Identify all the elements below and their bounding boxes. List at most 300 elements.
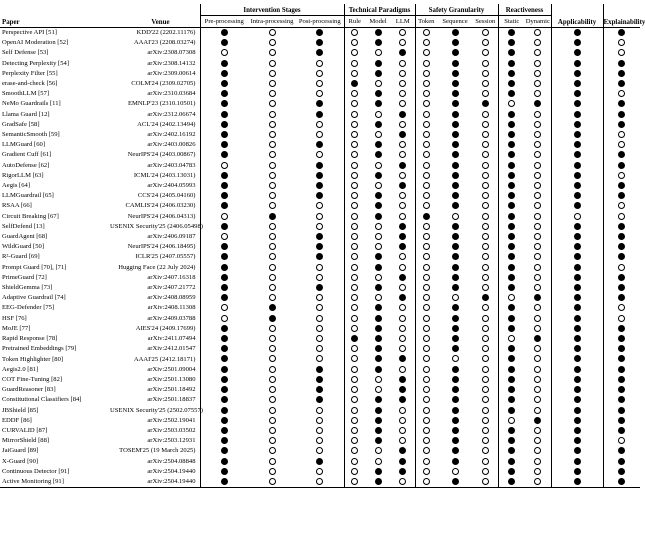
empty-circle-icon xyxy=(351,417,358,424)
venue-cell: arXiv:2308.14132 xyxy=(147,59,196,67)
filled-circle-icon xyxy=(618,182,625,189)
paper-name-cell: Adaptive Guardrail [74] xyxy=(2,294,66,302)
filled-circle-icon xyxy=(508,264,515,271)
empty-circle-icon xyxy=(423,304,430,311)
empty-circle-icon xyxy=(534,366,541,373)
filled-circle-icon xyxy=(618,294,625,301)
mark-cell xyxy=(551,110,603,120)
empty-circle-icon xyxy=(351,294,358,301)
table-body xyxy=(0,28,640,488)
empty-circle-icon xyxy=(423,427,430,434)
mark-cell xyxy=(473,467,498,477)
filled-circle-icon xyxy=(221,111,228,118)
filled-circle-icon xyxy=(221,396,228,403)
empty-circle-icon xyxy=(351,182,358,189)
filled-circle-icon xyxy=(574,70,581,77)
paper-name-cell: JaiGuard [89] xyxy=(2,447,39,455)
mark-cell xyxy=(473,48,498,58)
filled-circle-icon xyxy=(534,100,541,107)
filled-circle-icon xyxy=(399,49,406,56)
filled-circle-icon xyxy=(508,141,515,148)
mark-cell xyxy=(365,140,391,150)
empty-circle-icon xyxy=(269,366,276,373)
empty-circle-icon xyxy=(269,376,276,383)
venue-cell: arXiv:2312.06674 xyxy=(147,110,196,118)
empty-circle-icon xyxy=(618,39,625,46)
filled-circle-icon xyxy=(618,386,625,393)
table-row xyxy=(0,79,640,89)
mark-cell xyxy=(473,161,498,171)
filled-circle-icon xyxy=(618,111,625,118)
mark-cell xyxy=(603,446,640,456)
mark-cell xyxy=(603,436,640,446)
mark-cell xyxy=(551,69,603,79)
empty-circle-icon xyxy=(351,468,358,475)
mark-cell xyxy=(344,120,365,130)
model-subheader: Model xyxy=(369,18,387,25)
empty-circle-icon xyxy=(269,335,276,342)
mark-cell xyxy=(296,426,344,436)
empty-circle-icon xyxy=(316,202,323,209)
empty-circle-icon xyxy=(482,253,489,260)
venue-cell: TOSEM'25 (19 March 2025) xyxy=(119,447,196,455)
filled-circle-icon xyxy=(534,294,541,301)
mark-cell xyxy=(525,416,551,426)
mark-cell xyxy=(415,48,437,58)
filled-circle-icon xyxy=(399,376,406,383)
mark-cell xyxy=(344,59,365,69)
empty-circle-icon xyxy=(316,417,323,424)
intervention-stages-header: Intervention Stages xyxy=(200,4,344,16)
filled-circle-icon xyxy=(508,243,515,250)
empty-circle-icon xyxy=(351,253,358,260)
empty-circle-icon xyxy=(618,172,625,179)
empty-circle-icon xyxy=(316,427,323,434)
paper-name-cell: Pretrained Embeddings [79] xyxy=(2,345,77,353)
mark-cell xyxy=(473,344,498,354)
mark-cell xyxy=(296,467,344,477)
mark-cell xyxy=(344,181,365,191)
mark-cell xyxy=(498,38,525,48)
empty-circle-icon xyxy=(316,437,323,444)
table-row xyxy=(0,375,640,385)
mark-cell xyxy=(498,48,525,58)
mark-cell xyxy=(437,385,473,395)
mark-cell xyxy=(415,191,437,201)
mark-cell xyxy=(415,436,437,446)
mark-cell xyxy=(248,375,296,385)
empty-circle-icon xyxy=(351,49,358,56)
filled-circle-icon xyxy=(221,417,228,424)
empty-circle-icon xyxy=(269,447,276,454)
filled-circle-icon xyxy=(375,192,382,199)
table-row xyxy=(0,324,640,334)
filled-circle-icon xyxy=(399,223,406,230)
mark-cell xyxy=(603,252,640,262)
empty-circle-icon xyxy=(316,60,323,67)
empty-circle-icon xyxy=(375,182,382,189)
mark-cell xyxy=(391,201,415,211)
mark-cell xyxy=(415,334,437,344)
filled-circle-icon xyxy=(269,315,276,322)
empty-circle-icon xyxy=(399,427,406,434)
filled-circle-icon xyxy=(221,100,228,107)
mark-cell xyxy=(551,436,603,446)
empty-circle-icon xyxy=(423,49,430,56)
table-row xyxy=(0,48,640,58)
mark-cell xyxy=(248,344,296,354)
empty-circle-icon xyxy=(423,417,430,424)
filled-circle-icon xyxy=(574,243,581,250)
empty-circle-icon xyxy=(423,90,430,97)
filled-circle-icon xyxy=(452,458,459,465)
mark-cell xyxy=(551,334,603,344)
table-row xyxy=(0,130,640,140)
empty-circle-icon xyxy=(508,100,515,107)
empty-circle-icon xyxy=(316,90,323,97)
empty-circle-icon xyxy=(269,131,276,138)
paper-name-cell: Aegis [64] xyxy=(2,182,31,190)
mark-cell xyxy=(415,242,437,252)
empty-circle-icon xyxy=(534,315,541,322)
filled-circle-icon xyxy=(574,315,581,322)
filled-circle-icon xyxy=(574,121,581,128)
filled-circle-icon xyxy=(574,355,581,362)
mark-cell xyxy=(498,181,525,191)
mark-cell xyxy=(603,28,640,38)
mark-cell xyxy=(525,89,551,99)
filled-circle-icon xyxy=(375,100,382,107)
filled-circle-icon xyxy=(508,80,515,87)
venue-cell: arXiv:2407.21772 xyxy=(147,284,196,292)
mark-cell xyxy=(391,110,415,120)
empty-circle-icon xyxy=(423,355,430,362)
filled-circle-icon xyxy=(618,223,625,230)
mark-cell xyxy=(200,293,248,303)
empty-circle-icon xyxy=(423,192,430,199)
mark-cell xyxy=(344,385,365,395)
mark-cell xyxy=(200,252,248,262)
empty-circle-icon xyxy=(269,468,276,475)
mark-cell xyxy=(603,283,640,293)
mark-cell xyxy=(296,385,344,395)
mark-cell xyxy=(437,375,473,385)
mark-cell xyxy=(473,232,498,242)
empty-circle-icon xyxy=(423,366,430,373)
token-subheader: Token xyxy=(415,16,437,28)
mark-cell xyxy=(473,201,498,211)
empty-circle-icon xyxy=(482,233,489,240)
mark-cell xyxy=(365,263,391,273)
mark-cell xyxy=(525,150,551,160)
mark-cell xyxy=(296,130,344,140)
venue-cell: AIES'24 (2409.17699) xyxy=(135,324,196,332)
filled-circle-icon xyxy=(508,202,515,209)
mark-cell xyxy=(296,212,344,222)
filled-circle-icon xyxy=(452,131,459,138)
mark-cell xyxy=(473,477,498,488)
mark-cell xyxy=(296,457,344,467)
mark-cell xyxy=(473,334,498,344)
mark-cell xyxy=(525,293,551,303)
mark-cell xyxy=(437,201,473,211)
mark-cell xyxy=(551,130,603,140)
empty-circle-icon xyxy=(269,60,276,67)
empty-circle-icon xyxy=(452,468,459,475)
empty-circle-icon xyxy=(375,243,382,250)
empty-circle-icon xyxy=(534,202,541,209)
mark-cell xyxy=(603,426,640,436)
table-row xyxy=(0,355,640,365)
filled-circle-icon xyxy=(574,376,581,383)
mark-cell xyxy=(391,130,415,140)
mark-cell xyxy=(473,191,498,201)
mark-cell xyxy=(498,201,525,211)
mark-cell xyxy=(437,38,473,48)
empty-circle-icon xyxy=(508,417,515,424)
filled-circle-icon xyxy=(508,458,515,465)
mark-cell xyxy=(551,140,603,150)
sequence-subheader: Sequence xyxy=(442,18,468,25)
filled-circle-icon xyxy=(423,213,430,220)
empty-circle-icon xyxy=(269,100,276,107)
filled-circle-icon xyxy=(618,192,625,199)
filled-circle-icon xyxy=(399,233,406,240)
empty-circle-icon xyxy=(351,192,358,199)
mark-cell xyxy=(200,48,248,58)
mark-cell xyxy=(498,273,525,283)
filled-circle-icon xyxy=(375,60,382,67)
mark-cell xyxy=(200,436,248,446)
filled-circle-icon xyxy=(221,407,228,414)
mark-cell xyxy=(365,38,391,48)
filled-circle-icon xyxy=(508,427,515,434)
empty-circle-icon xyxy=(534,151,541,158)
empty-circle-icon xyxy=(534,39,541,46)
filled-circle-icon xyxy=(574,39,581,46)
mark-cell xyxy=(603,222,640,232)
filled-circle-icon xyxy=(574,458,581,465)
mark-cell xyxy=(200,222,248,232)
mark-cell xyxy=(248,457,296,467)
empty-circle-icon xyxy=(351,243,358,250)
filled-circle-icon xyxy=(574,141,581,148)
mark-cell xyxy=(473,89,498,99)
table-row xyxy=(0,140,640,150)
mark-cell xyxy=(365,191,391,201)
post-processing-subheader: Post-processing xyxy=(298,18,341,25)
empty-circle-icon xyxy=(269,284,276,291)
mark-cell xyxy=(344,232,365,242)
venue-cell: arXiv:2503.12931 xyxy=(147,437,196,445)
filled-circle-icon xyxy=(221,182,228,189)
empty-circle-icon xyxy=(508,294,515,301)
mark-cell xyxy=(200,375,248,385)
filled-circle-icon xyxy=(508,192,515,199)
empty-circle-icon xyxy=(351,60,358,67)
filled-circle-icon xyxy=(316,284,323,291)
mark-cell xyxy=(498,232,525,242)
mark-cell xyxy=(296,161,344,171)
empty-circle-icon xyxy=(269,264,276,271)
empty-circle-icon xyxy=(399,213,406,220)
mark-cell xyxy=(525,385,551,395)
filled-circle-icon xyxy=(399,447,406,454)
filled-circle-icon xyxy=(618,468,625,475)
empty-circle-icon xyxy=(399,325,406,332)
mark-cell xyxy=(248,110,296,120)
mark-cell xyxy=(473,436,498,446)
empty-circle-icon xyxy=(534,233,541,240)
empty-circle-icon xyxy=(399,29,406,36)
empty-circle-icon xyxy=(269,233,276,240)
empty-circle-icon xyxy=(482,447,489,454)
empty-circle-icon xyxy=(482,407,489,414)
filled-circle-icon xyxy=(351,80,358,87)
mark-cell xyxy=(248,416,296,426)
filled-circle-icon xyxy=(574,151,581,158)
mark-cell xyxy=(200,283,248,293)
venue-cell: arXiv:2501.18492 xyxy=(147,386,196,394)
filled-circle-icon xyxy=(375,335,382,342)
mark-cell xyxy=(525,273,551,283)
filled-circle-icon xyxy=(508,304,515,311)
filled-circle-icon xyxy=(508,345,515,352)
dynamic-subheader: Dynamic xyxy=(525,18,550,25)
table-row xyxy=(0,436,640,446)
mark-cell xyxy=(437,477,473,488)
mark-cell xyxy=(498,161,525,171)
mark-cell xyxy=(391,406,415,416)
mark-cell xyxy=(498,110,525,120)
empty-circle-icon xyxy=(618,213,625,220)
mark-cell xyxy=(551,355,603,365)
mark-cell xyxy=(248,314,296,324)
mark-cell xyxy=(603,201,640,211)
mark-cell xyxy=(473,222,498,232)
filled-circle-icon xyxy=(452,243,459,250)
filled-circle-icon xyxy=(452,90,459,97)
empty-circle-icon xyxy=(534,80,541,87)
paper-name-cell: GradSafe [58] xyxy=(2,120,40,128)
filled-circle-icon xyxy=(316,111,323,118)
filled-circle-icon xyxy=(452,60,459,67)
mark-cell xyxy=(344,48,365,58)
empty-circle-icon xyxy=(269,39,276,46)
mark-cell xyxy=(473,314,498,324)
mark-cell xyxy=(498,252,525,262)
filled-circle-icon xyxy=(618,396,625,403)
empty-circle-icon xyxy=(534,325,541,332)
filled-circle-icon xyxy=(452,478,459,485)
mark-cell xyxy=(603,416,640,426)
empty-circle-icon xyxy=(399,437,406,444)
filled-circle-icon xyxy=(574,90,581,97)
mark-cell xyxy=(437,293,473,303)
mark-cell xyxy=(248,426,296,436)
filled-circle-icon xyxy=(508,366,515,373)
filled-circle-icon xyxy=(508,478,515,485)
mark-cell xyxy=(200,385,248,395)
mark-cell xyxy=(603,365,640,375)
mark-cell xyxy=(415,201,437,211)
mark-cell xyxy=(551,446,603,456)
mark-cell xyxy=(415,273,437,283)
filled-circle-icon xyxy=(574,325,581,332)
mark-cell xyxy=(473,355,498,365)
empty-circle-icon xyxy=(351,315,358,322)
empty-circle-icon xyxy=(351,396,358,403)
mark-cell xyxy=(415,365,437,375)
paper-name-cell: Aegis2.0 [81] xyxy=(2,365,39,373)
mark-cell xyxy=(473,324,498,334)
empty-circle-icon xyxy=(618,131,625,138)
mark-cell xyxy=(498,426,525,436)
mark-cell xyxy=(603,120,640,130)
filled-circle-icon xyxy=(574,100,581,107)
mark-cell xyxy=(391,436,415,446)
filled-circle-icon xyxy=(452,376,459,383)
mark-cell xyxy=(296,344,344,354)
empty-circle-icon xyxy=(351,376,358,383)
filled-circle-icon xyxy=(618,60,625,67)
mark-cell xyxy=(415,222,437,232)
filled-circle-icon xyxy=(618,376,625,383)
venue-cell: arXiv:2309.00614 xyxy=(147,69,196,77)
mark-cell xyxy=(473,99,498,109)
mark-cell xyxy=(365,222,391,232)
empty-circle-icon xyxy=(399,141,406,148)
mark-cell xyxy=(415,416,437,426)
mark-cell xyxy=(551,191,603,201)
mark-cell xyxy=(391,385,415,395)
mark-cell xyxy=(391,426,415,436)
venue-cell: arXiv:2408.11308 xyxy=(147,304,196,312)
filled-circle-icon xyxy=(508,233,515,240)
mark-cell xyxy=(603,263,640,273)
mark-cell xyxy=(525,334,551,344)
mark-cell xyxy=(296,324,344,334)
mark-cell xyxy=(296,181,344,191)
filled-circle-icon xyxy=(618,121,625,128)
mark-cell xyxy=(344,355,365,365)
pre-processing-subheader: Pre-processing xyxy=(200,16,248,28)
filled-circle-icon xyxy=(508,386,515,393)
mark-cell xyxy=(365,110,391,120)
filled-circle-icon xyxy=(375,121,382,128)
mark-cell xyxy=(391,69,415,79)
mark-cell xyxy=(603,467,640,477)
venue-cell: arXiv:2504.19440 xyxy=(147,467,196,475)
paper-name-cell: GuardAgent [68] xyxy=(2,233,48,241)
mark-cell xyxy=(391,365,415,375)
filled-circle-icon xyxy=(574,447,581,454)
venue-column-header: Venue xyxy=(151,19,170,26)
mark-cell xyxy=(296,48,344,58)
filled-circle-icon xyxy=(574,253,581,260)
empty-circle-icon xyxy=(316,325,323,332)
mark-cell xyxy=(365,375,391,385)
mark-cell xyxy=(344,79,365,89)
mark-cell xyxy=(344,69,365,79)
empty-circle-icon xyxy=(534,264,541,271)
filled-circle-icon xyxy=(508,121,515,128)
mark-cell xyxy=(473,150,498,160)
table-row xyxy=(0,273,640,283)
mark-cell xyxy=(296,293,344,303)
paper-name-cell: EEG-Defender [75] xyxy=(2,304,55,312)
filled-circle-icon xyxy=(375,70,382,77)
